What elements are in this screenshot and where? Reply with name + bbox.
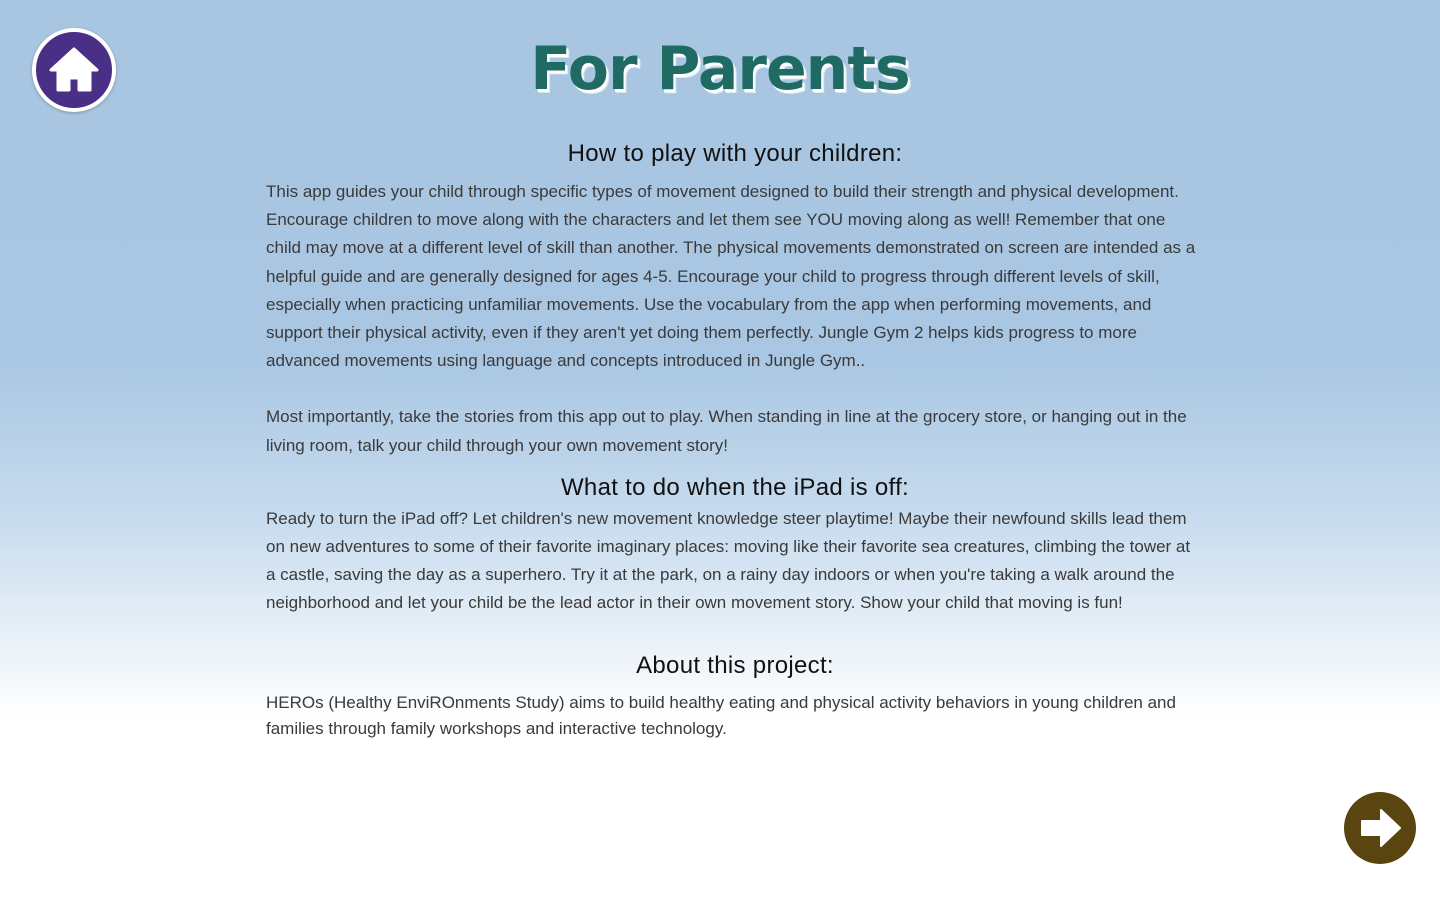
content-area <box>266 136 1204 742</box>
how-to-play-paragraph-1: This app guides your child through specific types of movement designed to build their strength and physical development. Encourage children to move along with the characters and let them see YOU moving along as well! Remember that one child may move at a different level of skill than another. The physical movements demonstrated on screen are intended as a helpful guide and are generally designed for ages 4-5. Encourage your child to progress through different levels of skill, especially when practicing unfamiliar movements. Use the vocabulary from the app when performing movements, and support their physical activity, even if they aren't yet doing them perfectly. Jungle Gym 2 helps kids progress to more advanced movements using language and concepts introduced in Jungle Gym.. <box>266 182 1196 371</box>
how-to-play-paragraph-2: Most importantly, take the stories from this app out to play. When standing in line at the grocery store, or hanging out in the living room, talk your child through your own movement story! <box>266 407 1187 455</box>
page-title: For Parents <box>530 34 910 104</box>
next-button[interactable] <box>1344 792 1416 864</box>
section-heading-about-project: About this project: <box>636 651 834 679</box>
arrow-right-icon <box>1354 802 1406 854</box>
section-heading-ipad-off: What to do when the iPad is off: <box>560 473 910 501</box>
ipad-off-paragraph: Ready to turn the iPad off? Let children's new movement knowledge steer playtime! Maybe their newfound skills lead them on new adventures to some of their favorite imaginary places: moving like their favorite sea creatures, climbing the tower at a castle, saving the day as a superhero. Try it at the park, on a rainy day indoors or when you're taking a walk around the neighborhood and let your child be the lead actor in their own movement story. Show your child that moving is fun! <box>266 508 1191 613</box>
section-heading-how-to-play: How to play with your children: <box>567 140 903 167</box>
about-project-paragraph: HEROs (Healthy EnviROnments Study) aims to build healthy eating and physical activity behaviors in young children and families through family workshops and interactive technology. <box>266 692 1176 738</box>
